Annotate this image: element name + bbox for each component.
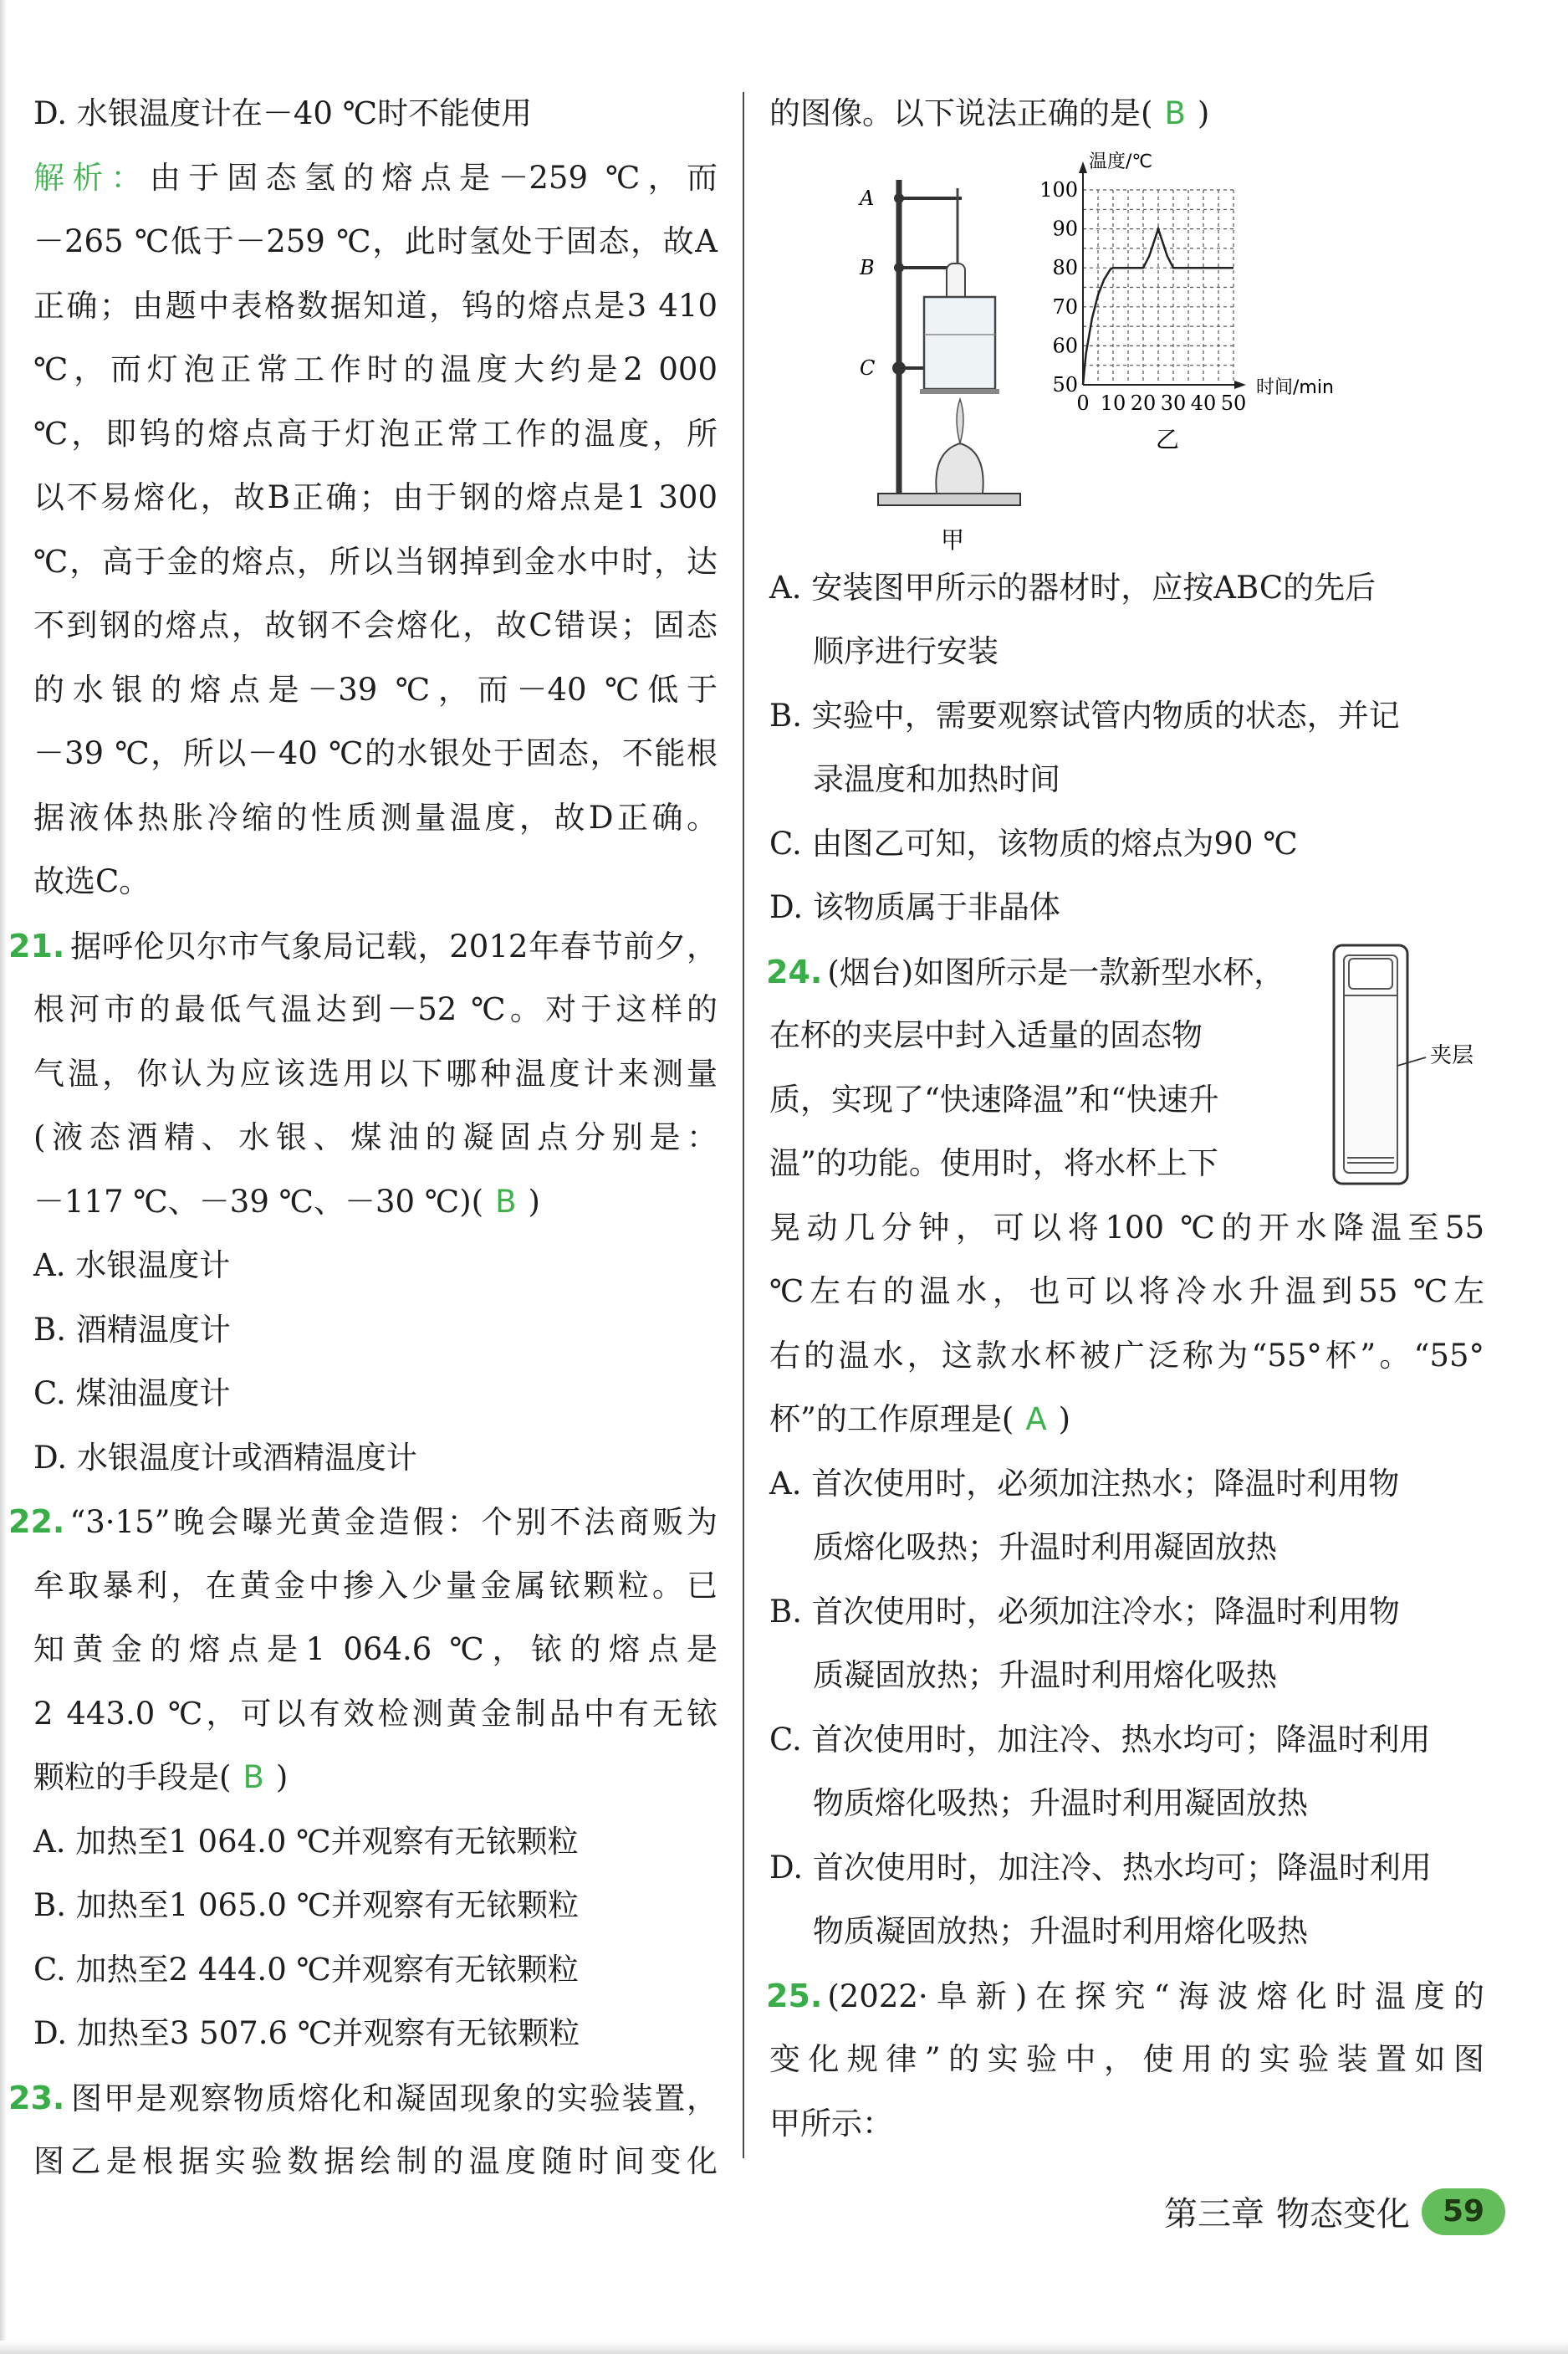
q24-option-cont: 质凝固放热；升温时利用熔化吸热: [813, 1657, 1277, 1693]
q21-option: A. 水银温度计: [33, 1247, 231, 1283]
column-divider: [743, 92, 744, 2158]
q23-stem-line: 23. 图甲是观察物质熔化和凝固现象的实验装置，: [8, 2079, 718, 2116]
q24-option: D. 首次使用时，加注冷、热水均可；降温时利用: [769, 1849, 1432, 1886]
question-number: 21.: [8, 927, 65, 965]
q23-stem-line: 图乙是根据实验数据绘制的温度随时间变化: [33, 2143, 718, 2179]
x-tick-label: 50: [1220, 391, 1247, 415]
q24-option-cont: 物质凝固放热；升温时利用熔化吸热: [813, 1913, 1308, 1949]
figure-label-jia: 甲: [941, 525, 965, 554]
q21-option: B. 酒精温度计: [33, 1311, 231, 1348]
answer-mark: A: [1025, 1401, 1047, 1437]
analysis-line: 解析：由于固态氢的熔点是－259 ℃，而: [33, 159, 718, 196]
analysis-line: ℃，而灯泡正常工作时的温度大约是2 000: [33, 351, 718, 387]
q20-option-d: D. 水银温度计在－40 ℃时不能使用: [33, 95, 533, 131]
q21-stem-line: 气温，你认为应该选用以下哪种温度计来测量: [33, 1055, 718, 1092]
q22-stem-line: 牟取暴利，在黄金中掺入少量金属铱颗粒。已: [33, 1567, 718, 1604]
q24-block: [766, 940, 1484, 1196]
page-bottom-shadow: [0, 2341, 1568, 2354]
flame: [957, 399, 963, 443]
q24-option-cont: 质熔化吸热；升温时利用凝固放热: [813, 1529, 1277, 1565]
question-number: 24.: [766, 953, 823, 990]
y-tick-label: 80: [1052, 255, 1078, 279]
figure-jia-apparatus: [853, 163, 1037, 556]
q21-option: D. 水银温度计或酒精温度计: [33, 1439, 417, 1476]
q24-option: A. 首次使用时，必须加注热水；降温时利用物: [769, 1465, 1400, 1502]
beaker: [924, 297, 995, 389]
q24-stem-line: 在杯的夹层中封入适量的固态物: [769, 1017, 1203, 1053]
chapter-label: 第三章: [1164, 2195, 1264, 2234]
x-tick-label: 0: [1076, 391, 1090, 415]
answer-mark: B: [1164, 95, 1186, 131]
q22-option: A. 加热至1 064.0 ℃并观察有无铱颗粒: [33, 1823, 579, 1860]
q22-stem-line: 2 443.0 ℃，可以有效检测黄金制品中有无铱: [33, 1695, 718, 1732]
analysis-line: －39 ℃，所以－40 ℃的水银处于固态，不能根: [33, 735, 718, 771]
q23-option: A. 安装图甲所示的器材时，应按ABC的先后: [769, 569, 1376, 606]
alcohol-lamp: [936, 443, 983, 494]
x-axis-label: 时间/min: [1256, 376, 1334, 398]
q23-option: B. 实验中，需要观察试管内物质的状态，并记: [769, 697, 1400, 734]
q24-stem-line: 质，实现了“快速降温”和“快速升: [769, 1081, 1219, 1118]
q24-stem-line: 晃动几分钟，可以将100 ℃的开水降温至55: [769, 1209, 1484, 1246]
cup-lid: [1349, 959, 1392, 989]
q21-stem-line: (液态酒精、水银、煤油的凝固点分别是：: [33, 1119, 718, 1155]
y-tick-label: 100: [1039, 177, 1078, 202]
page-edge-shadow: [0, 0, 7, 2354]
y-axis-label: 温度/℃: [1089, 151, 1153, 172]
analysis-line: 正确；由题中表格数据知道，钨的熔点是3 410: [33, 287, 718, 324]
q25-stem-line: 25. (2022·阜新)在探究“海波熔化时温度的: [766, 1977, 1484, 2014]
q21-option: C. 煤油温度计: [33, 1375, 231, 1411]
q23-option-cont: 录温度和加热时间: [813, 761, 1060, 797]
q22-option: B. 加热至1 065.0 ℃并观察有无铱颗粒: [33, 1887, 580, 1923]
answer-mark: B: [243, 1759, 264, 1795]
q22-option: D. 加热至3 507.6 ℃并观察有无铱颗粒: [33, 2015, 580, 2051]
x-tick-label: 30: [1160, 391, 1187, 415]
q25-stem-line: 变化规律”的实验中，使用的实验装置如图: [769, 2041, 1484, 2077]
q23-stem-line: 的图像。以下说法正确的是( B ): [769, 95, 1210, 131]
y-tick-label: 50: [1052, 372, 1078, 397]
question-number: 22.: [8, 1503, 65, 1540]
q24-option: C. 首次使用时，加注冷、热水均可；降温时利用: [769, 1721, 1431, 1758]
label-c: C: [860, 356, 876, 380]
q24-stem-line: ℃左右的温水，也可以将冷水升温到55 ℃左: [769, 1273, 1484, 1309]
label-b: B: [860, 255, 875, 279]
q24-option-cont: 物质熔化吸热；升温时利用凝固放热: [813, 1785, 1308, 1821]
page-number: 59: [1422, 2188, 1505, 2235]
analysis-line: 的水银的熔点是－39 ℃，而－40 ℃低于: [33, 671, 718, 708]
q21-stem-line: 根河市的最低气温达到－52 ℃。对于这样的: [33, 991, 718, 1027]
x-axis-arrow: [1234, 381, 1246, 389]
left-column: [8, 82, 718, 2194]
q22-stem-line: 22. “3·15”晚会曝光黄金造假：个别不法商贩为: [8, 1503, 718, 1540]
q23-option: D. 该物质属于非晶体: [769, 889, 1060, 925]
q22-stem-line: 颗粒的手段是( B ): [33, 1759, 289, 1795]
analysis-label: 解析：: [33, 159, 150, 196]
q24-stem-line: 24. (烟台)如图所示是一款新型水杯，: [766, 953, 1285, 990]
q21-stem-line: －117 ℃、－39 ℃、－30 ℃)( B ): [33, 1183, 540, 1220]
cup-label: 夹层: [1430, 1042, 1474, 1068]
analysis-line: －265 ℃低于－259 ℃，此时氢处于固态，故A: [33, 223, 718, 259]
q23-figures: [769, 146, 1484, 556]
y-tick-label: 60: [1052, 333, 1078, 357]
right-column: [766, 82, 1484, 2156]
x-tick-label: 40: [1190, 391, 1217, 415]
y-tick-label: 90: [1052, 217, 1078, 241]
q24-stem-line: 右的温水，这款水杯被广泛称为“55°杯”。“55°: [769, 1337, 1484, 1374]
figure-label-yi: 乙: [1156, 425, 1180, 453]
x-tick-label: 10: [1100, 391, 1126, 415]
q23-option-cont: 顺序进行安装: [813, 633, 999, 669]
page-footer: [1164, 2188, 1505, 2235]
q24-stem-line: 杯”的工作原理是( A ): [769, 1401, 1071, 1437]
analysis-line: ℃，即钨的熔点高于灯泡正常工作的温度，所: [33, 415, 718, 452]
analysis-line: 故选C。: [33, 863, 151, 899]
q25-stem-line: 甲所示：: [769, 2105, 893, 2142]
x-tick-label: 20: [1130, 391, 1157, 415]
answer-mark: B: [495, 1183, 517, 1220]
q24-stem-line: 温”的功能。使用时，将水杯上下: [769, 1145, 1218, 1181]
chart-grid: [1083, 190, 1233, 385]
stand-base: [878, 494, 1020, 505]
analysis-line: 以不易熔化，故B正确；由于钢的熔点是1 300: [33, 479, 718, 515]
question-number: 25.: [766, 1977, 823, 2014]
q23-option: C. 由图乙可知，该物质的熔点为90 ℃: [769, 825, 1298, 862]
label-a: A: [860, 186, 875, 210]
figure-yi-chart: [1020, 146, 1392, 556]
analysis-line: ℃，高于金的熔点，所以当钢掉到金水中时，达: [33, 543, 718, 580]
q22-option: C. 加热至2 444.0 ℃并观察有无铱颗粒: [33, 1951, 579, 1988]
q21-stem-line: 21. 据呼伦贝尔市气象局记载，2012年春节前夕，: [8, 927, 718, 965]
y-tick-label: 70: [1052, 294, 1078, 319]
analysis-line: 据液体热胀冷缩的性质测量温度，故D正确。: [33, 799, 718, 836]
y-axis-arrow: [1079, 161, 1087, 173]
question-number: 23.: [8, 2079, 65, 2116]
chapter-title: 物态变化: [1276, 2195, 1410, 2234]
cup-figure: [1309, 940, 1484, 1191]
gauze: [920, 389, 999, 394]
analysis-line: 不到钢的熔点，故钢不会熔化，故C错误；固态: [33, 607, 718, 643]
q22-stem-line: 知黄金的熔点是1 064.6 ℃，铱的熔点是: [33, 1631, 718, 1667]
q24-option: B. 首次使用时，必须加注冷水；降温时利用物: [769, 1593, 1400, 1630]
